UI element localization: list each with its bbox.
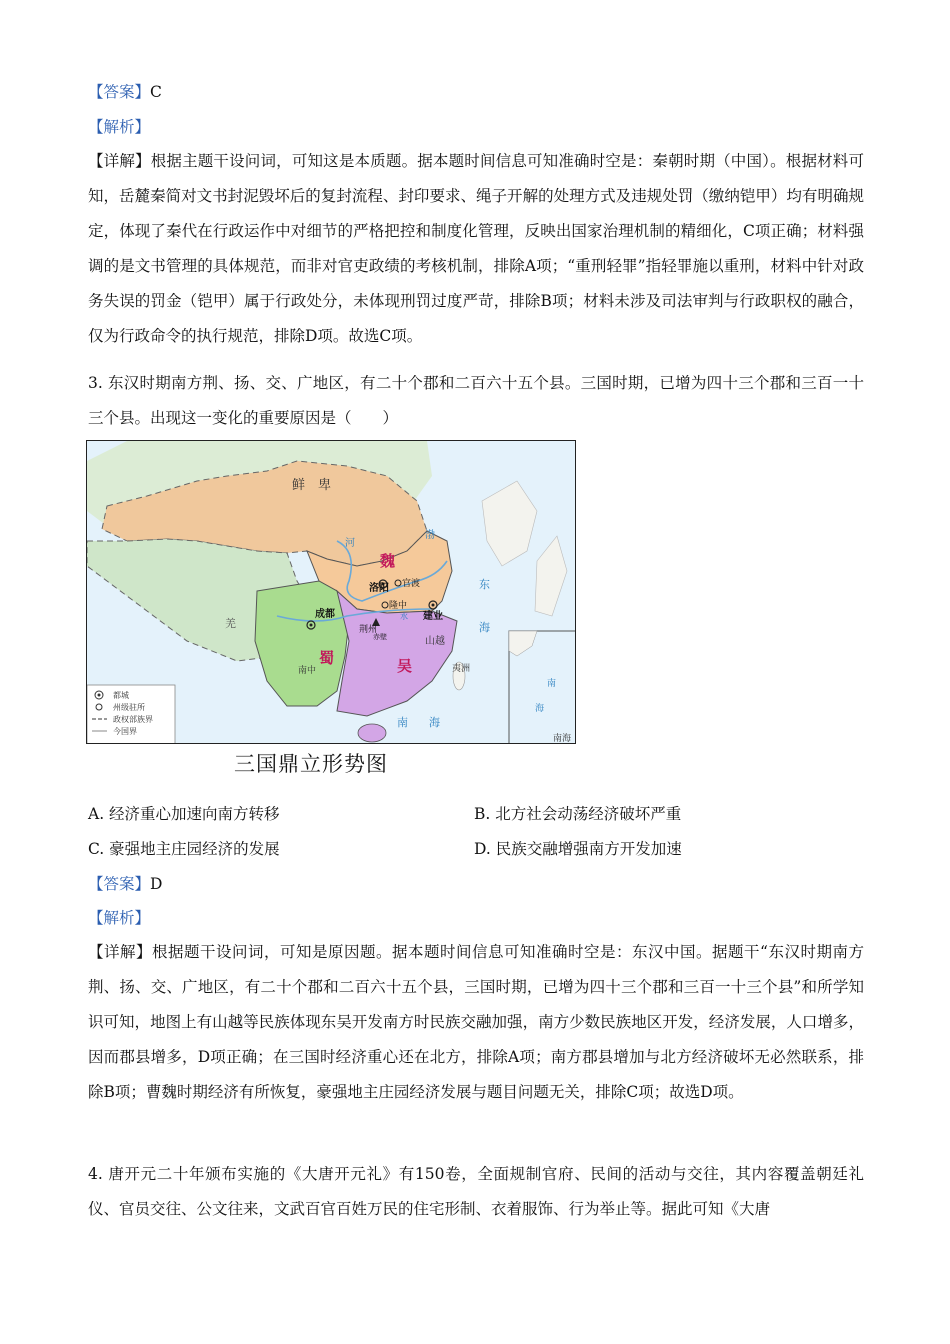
- q4-stem: 4. 唐开元二十年颁布实施的《大唐开元礼》有150卷，全面规制官府、民间的活动与交往，其内容覆盖朝廷礼仪、官员交往、公文往来，文武百官百姓万民的住宅形制、衣着服饰、行为举止等。据此可知《大唐: [88, 1165, 864, 1218]
- label-guandu: 官渡: [402, 579, 421, 589]
- label-qiang: 羌: [225, 617, 236, 630]
- label-shu: 蜀: [319, 649, 335, 667]
- label-sea-nan2: 海: [429, 716, 440, 729]
- q3-answer-tag: 【答案】: [88, 875, 151, 893]
- label-river-he: 河: [345, 538, 355, 549]
- q3-option-b: B. 北方社会动荡经济破坏严重: [474, 805, 682, 823]
- label-inset-nan: 南: [547, 679, 557, 689]
- legend-seat-label: 州级驻所: [113, 703, 145, 712]
- q2-answer-value: C: [150, 83, 162, 101]
- q3-answer-value: D: [150, 875, 163, 893]
- q3-option-c: C. 豪强地主庄园经济的发展: [88, 840, 280, 858]
- q3-stem: 3. 东汉时期南方荆、扬、交、广地区，有二十个郡和二百六十五个县。三国时期，已增为四十三个郡和三百一十三个县。出现这一变化的重要原因是（ ）: [88, 374, 864, 427]
- legend-national-border-label: 今国界: [113, 727, 137, 736]
- jianye-dot: [432, 604, 435, 607]
- chengdu-dot: [310, 624, 313, 627]
- label-chibi: 赤壁: [373, 633, 387, 641]
- q2-detail-paragraph: [88, 144, 864, 354]
- q3-detail-text: 根据题干设问词，可知是原因题。据本题时间信息可知准确时空是：东汉中国。据题干“东汉时期南方荆、扬、交、广地区，有二十个郡和二百六十五个县，三国时期，已增为四十三个郡和三百一十三个县”和所学知识可知，地图上有山越等民族体现东吴开发南方时民族交融加强，南方少数民族地区开发，经济发展，人口增多，因而郡县增多，D项正确；在三国时经济重心还在北方，排除A项；南方郡县增加与北方经济破坏无必然联系，排除B项；曹魏时期经济有所恢复，豪强地主庄园经济发展与题目问题无关，排除C项；故选D项。: [88, 943, 864, 1101]
- label-sea-bo: 渤: [425, 530, 435, 541]
- label-sea-hai: 海: [479, 621, 490, 634]
- label-sea-nan: 南: [397, 716, 408, 729]
- label-shanyue: 山越: [425, 636, 445, 647]
- label-nanzhong: 南中: [298, 666, 317, 676]
- q2-answer-line: [88, 82, 162, 102]
- label-jianye: 建业: [423, 611, 443, 622]
- map-title: 三国鼎立形势图: [234, 752, 388, 776]
- label-wu: 吴: [397, 657, 413, 675]
- three-kingdoms-map: [86, 440, 576, 744]
- label-wei: 魏: [380, 552, 396, 570]
- q2-answer-tag: 【答案】: [88, 83, 151, 101]
- label-inset-hai: 海: [535, 704, 545, 714]
- q3-analysis-tag: 【解析】: [88, 909, 151, 927]
- label-luoyang: 洛阳: [369, 583, 389, 594]
- q3-option-d: D. 民族交融增强南方开发加速: [474, 840, 682, 858]
- legend-border-label: 政权部族界: [113, 715, 153, 724]
- label-river-jiang: 水: [400, 612, 408, 621]
- q3-detail-paragraph: [88, 935, 864, 1110]
- label-chengdu: 成都: [315, 609, 335, 620]
- label-sea-dong: 东: [479, 578, 490, 591]
- q3-answer-line: [88, 874, 162, 894]
- hainan-island: [358, 724, 386, 742]
- q2-detail-text: 根据主题干设问词，可知这是本质题。据本题时间信息可知准确时空是：秦朝时期（中国）。根据材料可知，岳麓秦简对文书封泥毁坏后的复封流程、封印要求、绳子开解的处理方式及违规处罚（缴纳铠甲）均有明确规定，体现了秦代在行政运作中对细节的严格把控和制度化管理，反映出国家治理机制的精细化，C项正确；材料强调的是文书管理的具体规范，而非对官吏政绩的考核机制，排除A项；“重刑轻罪”指轻罪施以重刑，材料中针对政务失误的罚金（铠甲）属于行政处分，未体现刑罚过度严苛，排除B项；材料未涉及司法审判与行政职权的融合，仅为行政命令的执行规范，排除D项。故选C项。: [88, 152, 864, 345]
- label-xianbei: 鲜 卑: [292, 478, 332, 493]
- q2-analysis-tag: 【解析】: [88, 118, 151, 136]
- label-yizhou: 夷洲: [452, 664, 471, 674]
- legend-capital-label: 都城: [113, 691, 129, 700]
- q2-detail-tag: 【详解】: [88, 152, 151, 170]
- map-svg: [87, 441, 576, 744]
- legend-capital-dot: [98, 694, 101, 697]
- q3-detail-tag: 【详解】: [88, 943, 153, 961]
- label-jingzhou: 荆州: [359, 625, 378, 635]
- q3-option-a: A. 经济重心加速向南方转移: [88, 805, 280, 823]
- label-inset-nanhai: 南海: [553, 734, 572, 744]
- label-longzhong: 隆中: [389, 601, 408, 611]
